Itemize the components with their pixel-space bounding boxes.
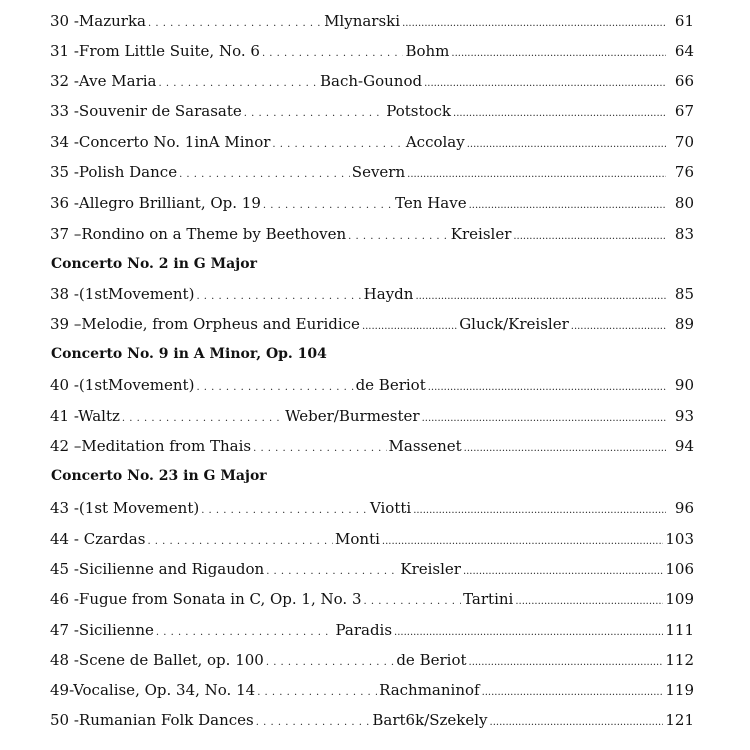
dot-leader bbox=[413, 505, 666, 516]
dot-leader bbox=[415, 291, 666, 302]
toc-entry bbox=[50, 72, 694, 94]
dot-leader bbox=[257, 687, 377, 698]
toc-entry bbox=[50, 133, 694, 155]
entry-title: 30 -Mazurka bbox=[50, 12, 146, 30]
dot-leader bbox=[196, 291, 361, 302]
entry-page: 61 bbox=[674, 12, 694, 30]
entry-page: 96 bbox=[674, 499, 694, 517]
entry-composer: Paradis bbox=[335, 621, 393, 639]
dot-leader bbox=[382, 536, 663, 547]
entry-title: 46 -Fugue from Sonata in C, Op. 1, No. 3 bbox=[50, 590, 362, 608]
section-heading-text: Concerto No. 2 in G Major bbox=[51, 256, 257, 272]
entry-title: 42 –Meditation from Thais bbox=[50, 437, 252, 455]
entry-page: 121 bbox=[665, 711, 694, 729]
dot-leader bbox=[453, 108, 666, 119]
entry-composer: Rachmaninof bbox=[379, 681, 480, 699]
entry-composer: Kreisler bbox=[450, 225, 512, 243]
dot-leader bbox=[156, 627, 334, 638]
toc-entry bbox=[50, 590, 694, 612]
entry-page: 90 bbox=[674, 376, 694, 394]
dot-leader bbox=[348, 231, 449, 242]
dot-leader bbox=[451, 48, 666, 59]
toc-entry bbox=[50, 530, 694, 552]
entry-page: 94 bbox=[674, 437, 694, 455]
dot-leader bbox=[272, 139, 403, 150]
dot-leader bbox=[256, 717, 371, 728]
dot-leader bbox=[201, 505, 368, 516]
toc-entry bbox=[50, 42, 694, 64]
toc-entry bbox=[50, 437, 694, 459]
entry-page: 66 bbox=[674, 72, 694, 90]
dot-leader bbox=[463, 566, 663, 577]
section-heading-text: Concerto No. 9 in A Minor, Op. 104 bbox=[51, 346, 327, 362]
dot-leader bbox=[469, 200, 666, 211]
entry-title: 31 -From Little Suite, No. 6 bbox=[50, 42, 260, 60]
dot-leader bbox=[244, 108, 384, 119]
dot-leader bbox=[515, 596, 663, 607]
dot-leader bbox=[179, 169, 350, 180]
section-heading-text: Concerto No. 23 in G Major bbox=[51, 468, 267, 484]
dot-leader bbox=[513, 231, 666, 242]
entry-title: 47 -Sicilienne bbox=[50, 621, 154, 639]
section-heading bbox=[51, 346, 695, 368]
dot-leader bbox=[402, 18, 666, 29]
toc-entry bbox=[50, 651, 694, 673]
toc-entry bbox=[50, 102, 694, 124]
toc-entry bbox=[50, 560, 694, 582]
entry-composer: Haydn bbox=[363, 285, 414, 303]
dot-leader bbox=[147, 536, 333, 547]
entry-composer: Potstock bbox=[386, 102, 452, 120]
entry-composer: Weber/Burmester bbox=[285, 407, 420, 425]
dot-leader bbox=[148, 18, 322, 29]
entry-page: 119 bbox=[665, 681, 694, 699]
entry-title: 35 -Polish Dance bbox=[50, 163, 178, 181]
entry-composer: Accolay bbox=[405, 133, 465, 151]
entry-page: 112 bbox=[665, 651, 694, 669]
entry-page: 83 bbox=[674, 225, 694, 243]
dot-leader bbox=[422, 413, 666, 424]
entry-title: 41 -Waltz bbox=[50, 407, 120, 425]
entry-composer: de Beriot bbox=[396, 651, 467, 669]
toc-entry bbox=[50, 12, 694, 34]
entry-composer: Bohm bbox=[405, 42, 450, 60]
dot-leader bbox=[469, 657, 664, 668]
entry-title: 36 -Allegro Brilliant, Op. 19 bbox=[50, 194, 261, 212]
entry-composer: Ten Have bbox=[395, 194, 467, 212]
dot-leader bbox=[363, 596, 461, 607]
dot-leader bbox=[262, 48, 404, 59]
dot-leader bbox=[253, 443, 386, 454]
entry-page: 76 bbox=[674, 163, 694, 181]
section-heading bbox=[51, 256, 695, 278]
entry-page: 109 bbox=[665, 590, 694, 608]
entry-title: 50 -Rumanian Folk Dances bbox=[50, 711, 254, 729]
entry-composer: Monti bbox=[335, 530, 380, 548]
dot-leader bbox=[428, 382, 666, 393]
entry-page: 89 bbox=[674, 315, 694, 333]
entry-composer: Bart6k/Szekely bbox=[372, 711, 488, 729]
entry-title: 44 - Czardas bbox=[50, 530, 146, 548]
entry-page: 85 bbox=[674, 285, 694, 303]
entry-composer: Viotti bbox=[369, 499, 412, 517]
entry-composer: de Beriot bbox=[355, 376, 426, 394]
dot-leader bbox=[571, 321, 666, 332]
toc-entry bbox=[50, 621, 694, 643]
entry-title: 32 -Ave Maria bbox=[50, 72, 157, 90]
toc-entry bbox=[50, 163, 694, 185]
dot-leader bbox=[464, 443, 666, 454]
entry-title: 43 -(1st Movement) bbox=[50, 499, 200, 517]
section-heading bbox=[51, 468, 695, 490]
entry-title: 34 -Concerto No. 1inA Minor bbox=[50, 133, 271, 151]
dot-leader bbox=[122, 413, 283, 424]
dot-leader bbox=[394, 627, 663, 638]
entry-title: 37 –Rondino on a Theme by Beethoven bbox=[50, 225, 347, 243]
toc-entry bbox=[50, 681, 694, 703]
dot-leader bbox=[482, 687, 664, 698]
entry-title: 39 –Melodie, from Orpheus and Euridice bbox=[50, 315, 360, 333]
entry-title: 49-Vocalise, Op. 34, No. 14 bbox=[50, 681, 256, 699]
dot-leader bbox=[407, 169, 666, 180]
entry-composer: Tartini bbox=[463, 590, 514, 608]
toc-entry bbox=[50, 285, 694, 307]
dot-leader bbox=[266, 657, 394, 668]
entry-title: 33 -Souvenir de Sarasate bbox=[50, 102, 242, 120]
dot-leader bbox=[490, 717, 664, 728]
dot-leader bbox=[424, 78, 666, 89]
entry-composer: Gluck/Kreisler bbox=[459, 315, 569, 333]
toc-entry bbox=[50, 376, 694, 398]
entry-title: 45 -Sicilienne and Rigaudon bbox=[50, 560, 265, 578]
dot-leader bbox=[266, 566, 398, 577]
entry-page: 93 bbox=[674, 407, 694, 425]
entry-page: 106 bbox=[665, 560, 694, 578]
dot-leader bbox=[467, 139, 666, 150]
entry-title: 38 -(1stMovement) bbox=[50, 285, 195, 303]
entry-page: 64 bbox=[674, 42, 694, 60]
dot-leader bbox=[263, 200, 393, 211]
dot-leader bbox=[362, 321, 457, 332]
toc-entry bbox=[50, 407, 694, 429]
entry-page: 67 bbox=[674, 102, 694, 120]
toc-entry bbox=[50, 499, 694, 521]
toc-entry bbox=[50, 711, 694, 733]
dot-leader bbox=[158, 78, 318, 89]
entry-title: 40 -(1stMovement) bbox=[50, 376, 195, 394]
toc-entry bbox=[50, 194, 694, 216]
entry-composer: Mlynarski bbox=[324, 12, 401, 30]
toc-entry bbox=[50, 315, 694, 337]
entry-page: 103 bbox=[665, 530, 694, 548]
entry-page: 80 bbox=[674, 194, 694, 212]
dot-leader bbox=[196, 382, 353, 393]
entry-page: 70 bbox=[674, 133, 694, 151]
entry-composer: Severn bbox=[351, 163, 406, 181]
entry-title: 48 -Scene de Ballet, op. 100 bbox=[50, 651, 264, 669]
entry-composer: Kreisler bbox=[400, 560, 461, 578]
toc-entry bbox=[50, 225, 694, 247]
entry-composer: Bach-Gounod bbox=[320, 72, 423, 90]
entry-page: 111 bbox=[665, 621, 694, 639]
entry-composer: Massenet bbox=[388, 437, 462, 455]
